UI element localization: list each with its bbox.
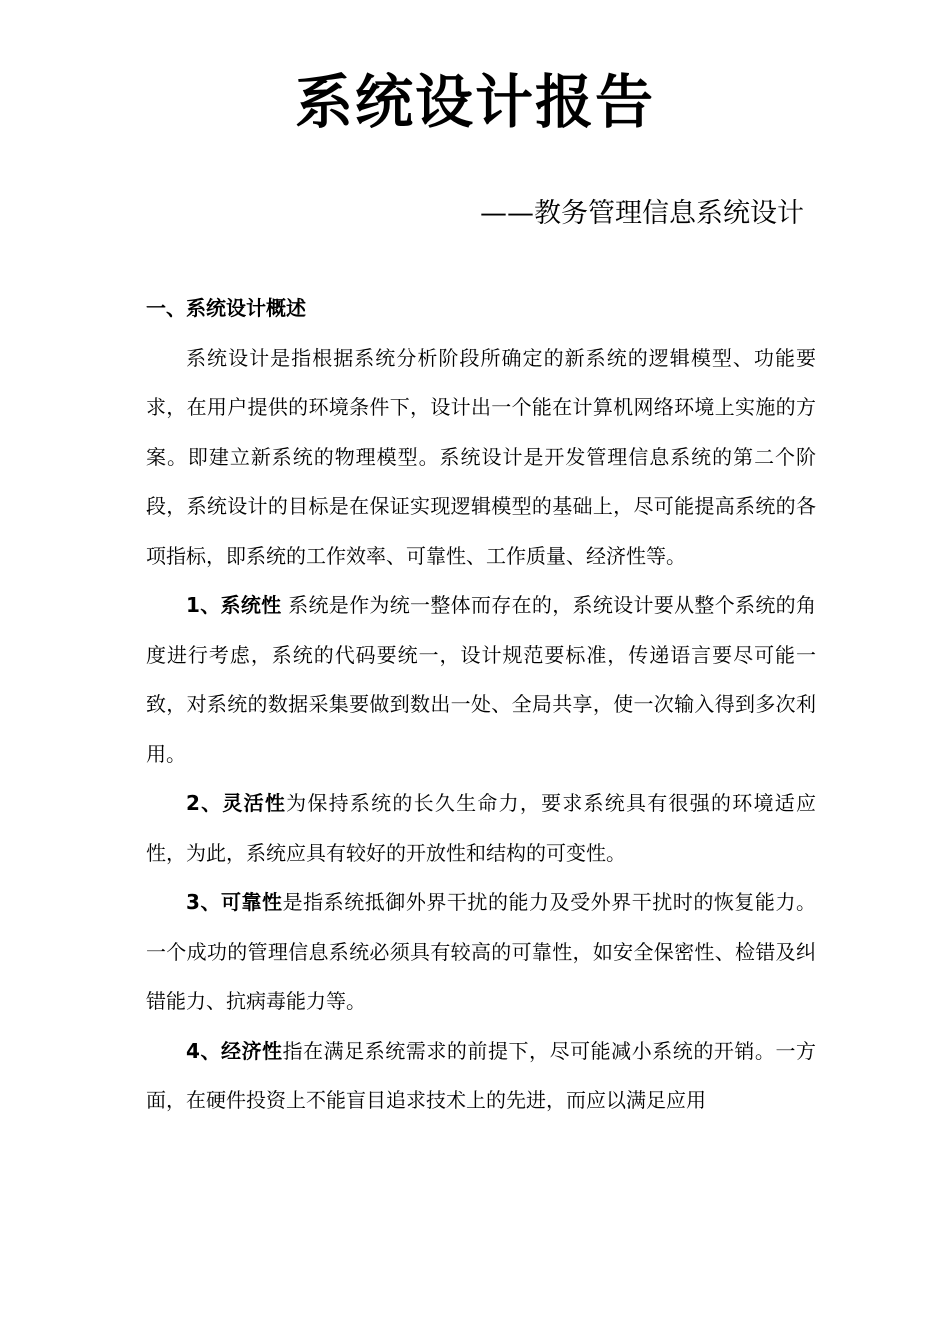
principle-term: 1、系统性: [186, 593, 282, 617]
principle-paragraph-reliability: [146, 878, 816, 1027]
document-title: 系统设计报告: [294, 68, 655, 136]
principle-term: 2、灵活性: [186, 791, 287, 815]
document-subtitle: ——教务管理信息系统设计: [480, 198, 804, 229]
principle-term: 4、经济性: [186, 1038, 283, 1063]
section-heading: 一、系统设计概述: [146, 296, 306, 320]
principle-text: 系统是作为统一整体而存在的，系统设计要从整个系统的角度进行考虑，系统的代码要统一，设计规范要标准，传递语言要尽可能一致，对系统的数据采集要做到数出一处、全局共享，使一次输入得到多次利用。: [146, 593, 816, 766]
principle-paragraph-economy: [146, 1027, 816, 1126]
intro-paragraph: 系统设计是指根据系统分析阶段所确定的新系统的逻辑模型、功能要求，在用户提供的环境条件下，设计出一个能在计算机网络环境上实施的方案。即建立新系统的物理模型。系统设计是开发管理信息系统的第二个阶段，系统设计的目标是在保证实现逻辑模型的基础上，尽可能提高系统的各项指标，即系统的工作效率、可靠性、工作质量、经济性等。: [146, 345, 816, 568]
principle-paragraph-flexibility: [146, 779, 816, 878]
principle-paragraph-systematic: [146, 581, 816, 779]
principle-text: 是指系统抵御外界干扰的能力及受外界干扰时的恢复能力。一个成功的管理信息系统必须具有较高的可靠性，如安全保密性、检错及纠错能力、抗病毒能力等。: [146, 890, 817, 1013]
principle-term: 3、可靠性: [186, 890, 283, 914]
document-body: [146, 284, 816, 1126]
principle-text: 指在满足系统需求的前提下，尽可能减小系统的开销。一方面，在硬件投资上不能盲目追求技术上的先进，而应以满足应用: [146, 1038, 817, 1112]
principle-text: 为保持系统的长久生命力，要求系统具有很强的环境适应性，为此，系统应具有较好的开放性和结构的可变性。: [146, 791, 816, 865]
